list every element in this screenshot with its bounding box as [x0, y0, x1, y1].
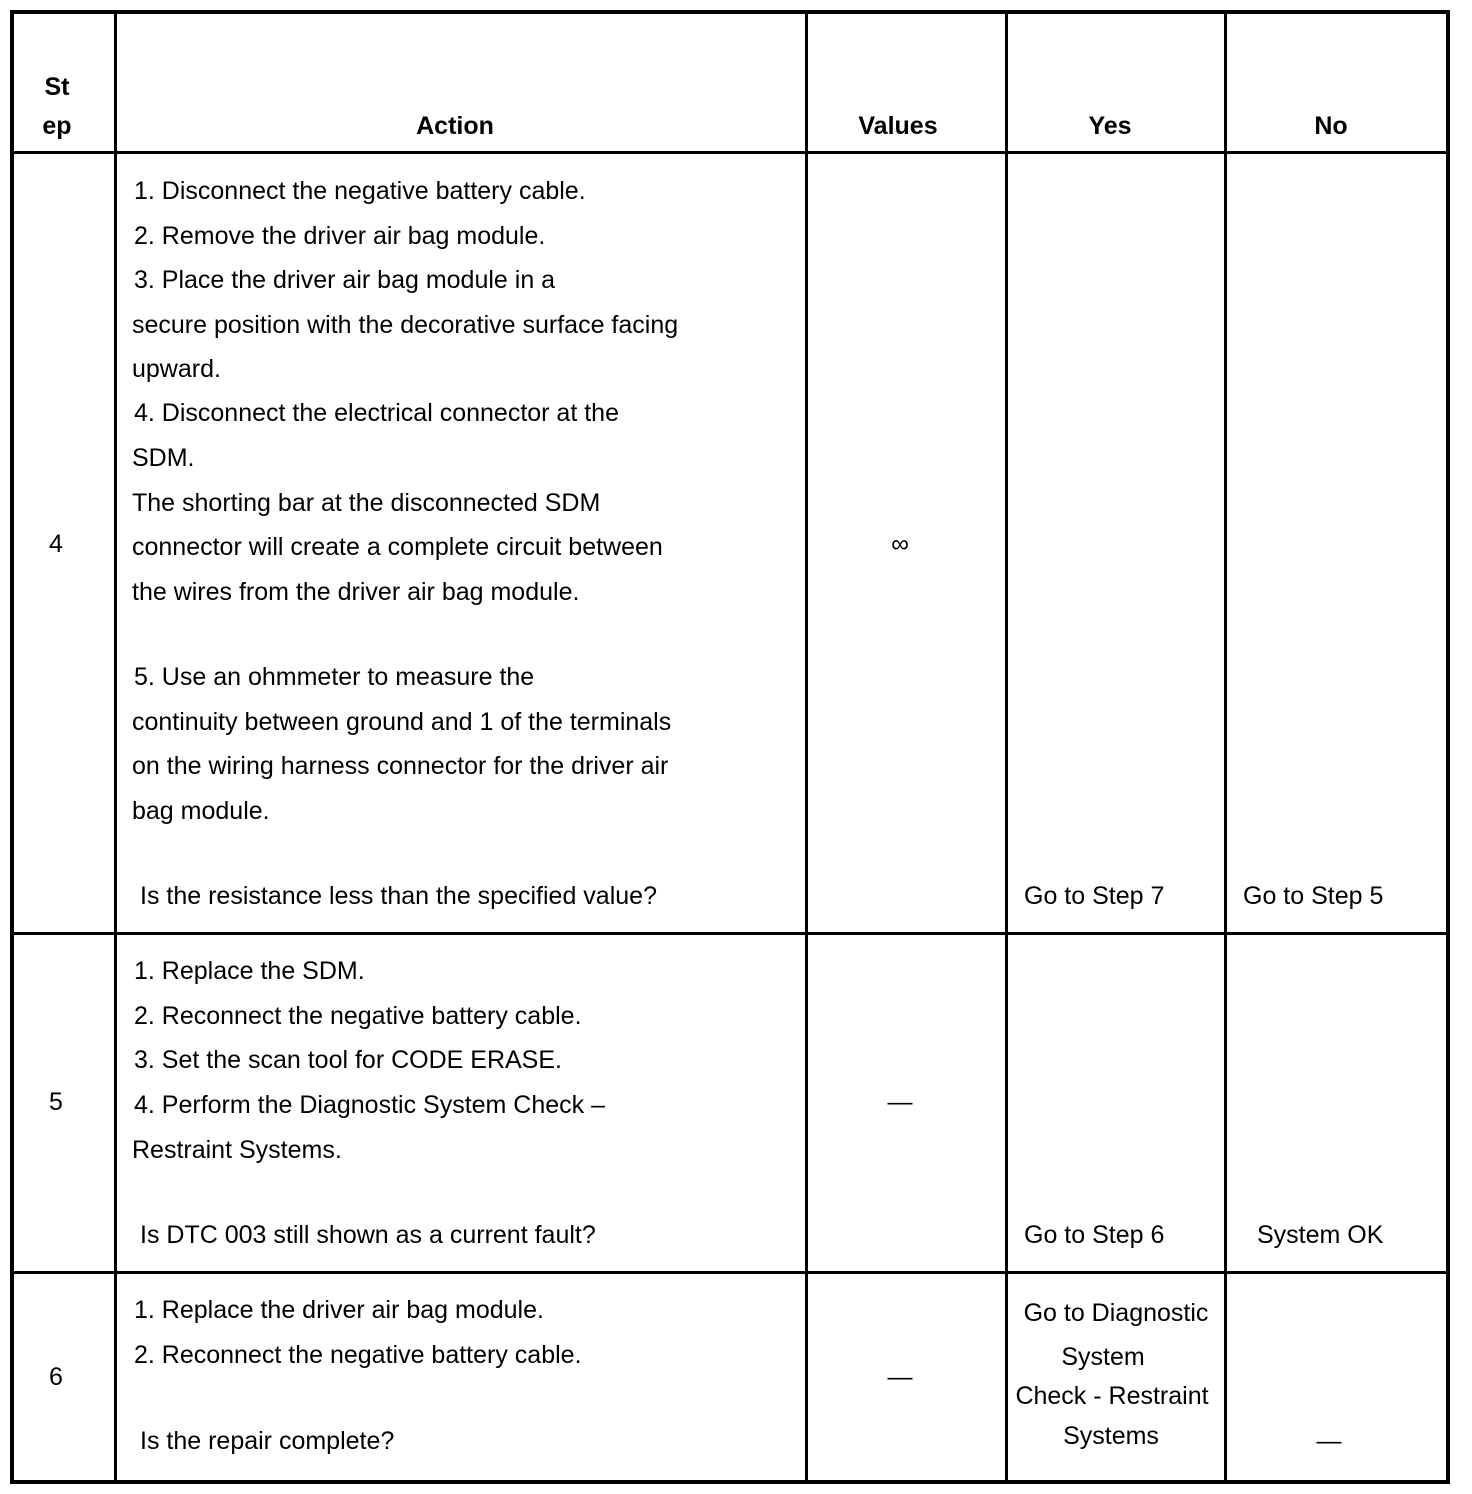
- yes-cell-line: Systems: [1063, 1422, 1159, 1450]
- question: Is the resistance less than the specified value?: [140, 882, 657, 910]
- column-divider: [805, 10, 808, 1484]
- action-line: 4. Perform the Diagnostic System Check –: [134, 1091, 606, 1119]
- action-line: 2. Reconnect the negative battery cable.: [134, 1341, 582, 1369]
- header-yes: Yes: [1088, 112, 1132, 140]
- question: Is the repair complete?: [140, 1427, 395, 1455]
- yes-cell-line: Check - Restraint: [1015, 1382, 1209, 1410]
- action-line: SDM.: [132, 444, 195, 472]
- row-divider: [10, 151, 1450, 154]
- action-line: 1. Replace the driver air bag module.: [134, 1296, 544, 1324]
- step-number: 4: [49, 530, 63, 558]
- action-line: continuity between ground and 1 of the terminals: [132, 708, 672, 736]
- yes-cell: Go to Step 7: [1024, 882, 1165, 910]
- yes-cell: Go to Step 6: [1024, 1221, 1165, 1249]
- action-line: 5. Use an ohmmeter to measure the: [134, 663, 535, 691]
- action-line: 4. Disconnect the electrical connector at the: [134, 399, 619, 427]
- action-line: secure position with the decorative surface facing: [132, 311, 679, 339]
- action-line: The shorting bar at the disconnected SDM: [132, 489, 601, 517]
- yes-cell-line: System: [1061, 1343, 1145, 1371]
- action-line: upward.: [132, 355, 221, 383]
- step-number: 5: [49, 1088, 63, 1116]
- action-line: connector will create a complete circuit between: [132, 533, 663, 561]
- action-line: 2. Remove the driver air bag module.: [134, 222, 546, 250]
- header-action: Action: [416, 112, 494, 140]
- column-divider: [114, 10, 117, 1484]
- action-line: 1. Disconnect the negative battery cable.: [134, 177, 586, 205]
- header-step-line1: St: [44, 73, 70, 101]
- question: Is DTC 003 still shown as a current fault?: [140, 1221, 596, 1249]
- row-divider: [10, 932, 1450, 935]
- header-step-line2: ep: [42, 112, 72, 140]
- header-no: No: [1314, 112, 1348, 140]
- action-line: bag module.: [132, 797, 270, 825]
- action-line: on the wiring harness connector for the driver air: [132, 752, 669, 780]
- column-divider: [1224, 10, 1227, 1484]
- action-line: 3. Set the scan tool for CODE ERASE.: [134, 1046, 562, 1074]
- header-values: Values: [858, 112, 938, 140]
- step-number: 6: [49, 1363, 63, 1391]
- action-line: the wires from the driver air bag module.: [132, 578, 580, 606]
- no-cell: Go to Step 5: [1243, 882, 1384, 910]
- value-cell: —: [887, 1363, 913, 1391]
- action-line: 2. Reconnect the negative battery cable.: [134, 1002, 582, 1030]
- action-line: 1. Replace the SDM.: [134, 957, 365, 985]
- row-divider: [10, 1271, 1450, 1274]
- no-cell: —: [1316, 1427, 1342, 1455]
- column-divider: [1005, 10, 1008, 1484]
- yes-cell-line: Go to Diagnostic: [1023, 1299, 1209, 1327]
- action-line: 3. Place the driver air bag module in a: [134, 266, 556, 294]
- no-cell: System OK: [1257, 1221, 1384, 1249]
- value-cell: ∞: [891, 530, 909, 558]
- value-cell: —: [887, 1088, 913, 1116]
- action-line: Restraint Systems.: [132, 1136, 342, 1164]
